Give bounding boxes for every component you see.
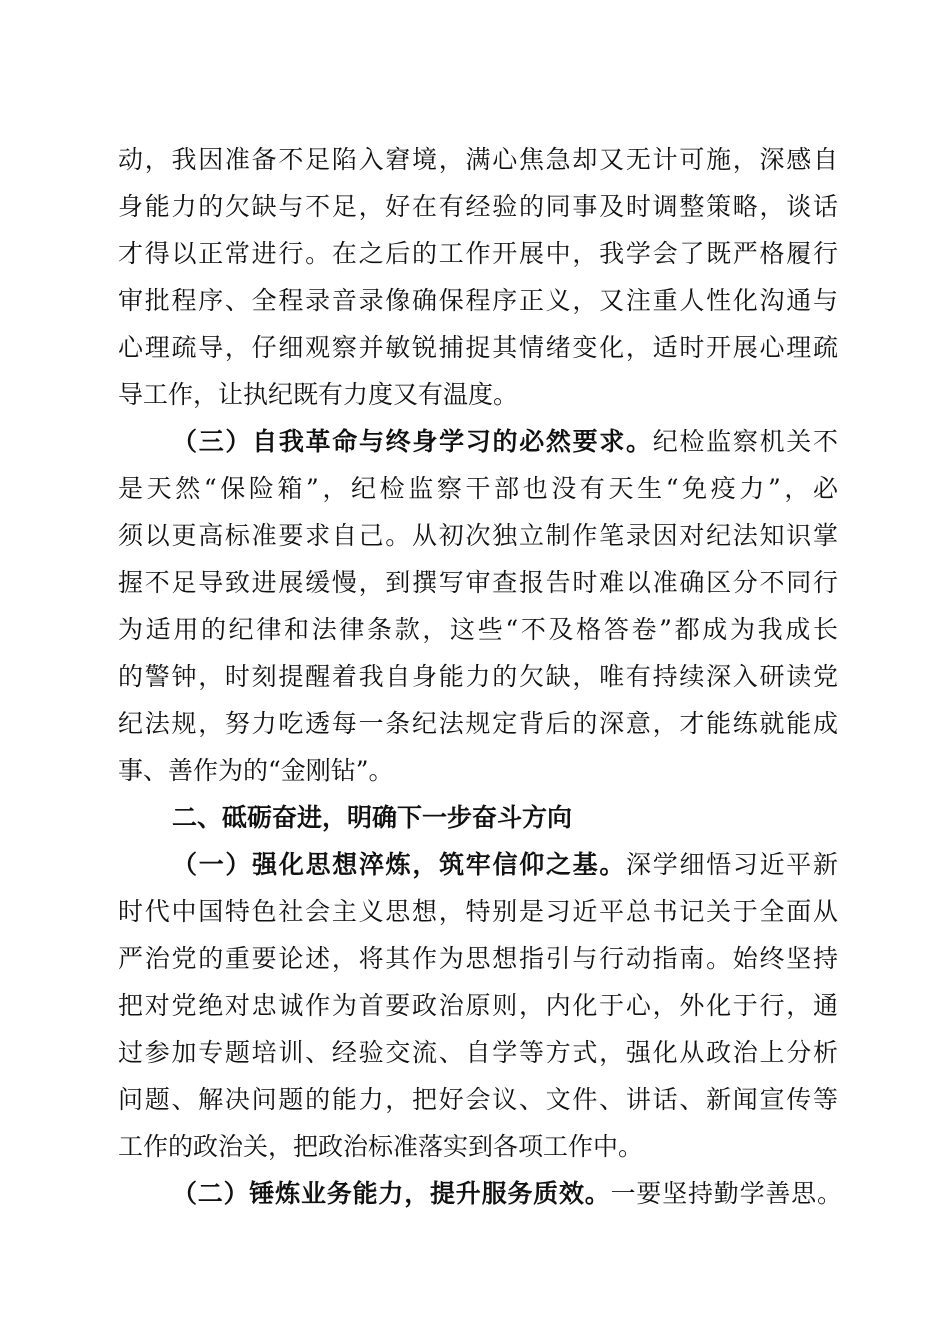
section-heading: 二、砥砺奋进，明确下一步奋斗方向	[172, 803, 573, 832]
para1-line-5: 心理疏导，仔细观察并敏锐捕捉其情绪变化，适时开展心理疏	[118, 333, 838, 362]
para2-line-4: 握不足导致进展缓慢，到撰写审查报告时难以准确区分不同行	[118, 568, 838, 597]
para2-line-8: 事、善作为的“金刚钻”。	[118, 756, 394, 785]
para3-first-rest: 深学细悟习近平新	[626, 850, 838, 879]
para1-line-3: 才得以正常进行。在之后的工作开展中，我学会了既严格履行	[118, 239, 838, 268]
para2-first-rest: 纪检监察机关不	[652, 427, 838, 456]
para4-first-line	[172, 1174, 842, 1214]
para2-line-7: 纪法规，努力吃透每一条纪法规定背后的深意，才能练就能成	[118, 709, 838, 738]
para2-line-3: 须以更高标准要求自己。从初次独立制作笔录因对纪法知识掌	[118, 521, 838, 550]
para3-line-4: 把对党绝对忠诚作为首要政治原则，内化于心，外化于行，通	[118, 991, 838, 1020]
para3-line-6: 问题、解决问题的能力，把好会议、文件、讲话、新闻宣传等	[118, 1085, 838, 1114]
para3-line-2: 时代中国特色社会主义思想，特别是习近平总书记关于全面从	[118, 897, 838, 926]
para3-lead-heading: （一）强化思想淬炼，筑牢信仰之基。	[172, 850, 627, 879]
para2-first-line	[172, 422, 838, 462]
para2-lead-heading: （三）自我革命与终身学习的必然要求。	[172, 427, 653, 456]
para1-line-6: 导工作，让执纪既有力度又有温度。	[118, 380, 519, 409]
para3-line-3: 严治党的重要论述，将其作为思想指引与行动指南。始终坚持	[118, 944, 838, 973]
para1-line-4: 审批程序、全程录音录像确保程序正义，又注重人性化沟通与	[118, 286, 838, 315]
para3-line-5: 过参加专题培训、经验交流、自学等方式，强化从政治上分析	[118, 1038, 838, 1067]
para2-line-6: 的警钟，时刻提醒着我自身能力的欠缺，唯有持续深入研读党	[118, 662, 838, 691]
para1-line-1: 动，我因准备不足陷入窘境，满心焦急却又无计可施，深感自	[118, 145, 838, 174]
para4-lead-heading: （二）锤炼业务能力，提升服务质效。	[172, 1179, 611, 1208]
para1-line-2: 身能力的欠缺与不足，好在有经验的同事及时调整策略，谈话	[118, 192, 838, 221]
para3-first-line	[172, 845, 838, 885]
para2-line-5: 为适用的纪律和法律条款，这些“不及格答卷”都成为我成长	[118, 615, 838, 644]
para2-line-2: 是天然“保险箱”，纪检监察干部也没有天生“免疫力”，必	[118, 474, 838, 503]
para3-line-7: 工作的政治关，把政治标准落实到各项工作中。	[118, 1132, 644, 1161]
para4-first-rest: 一要坚持勤学善思。	[610, 1179, 842, 1208]
